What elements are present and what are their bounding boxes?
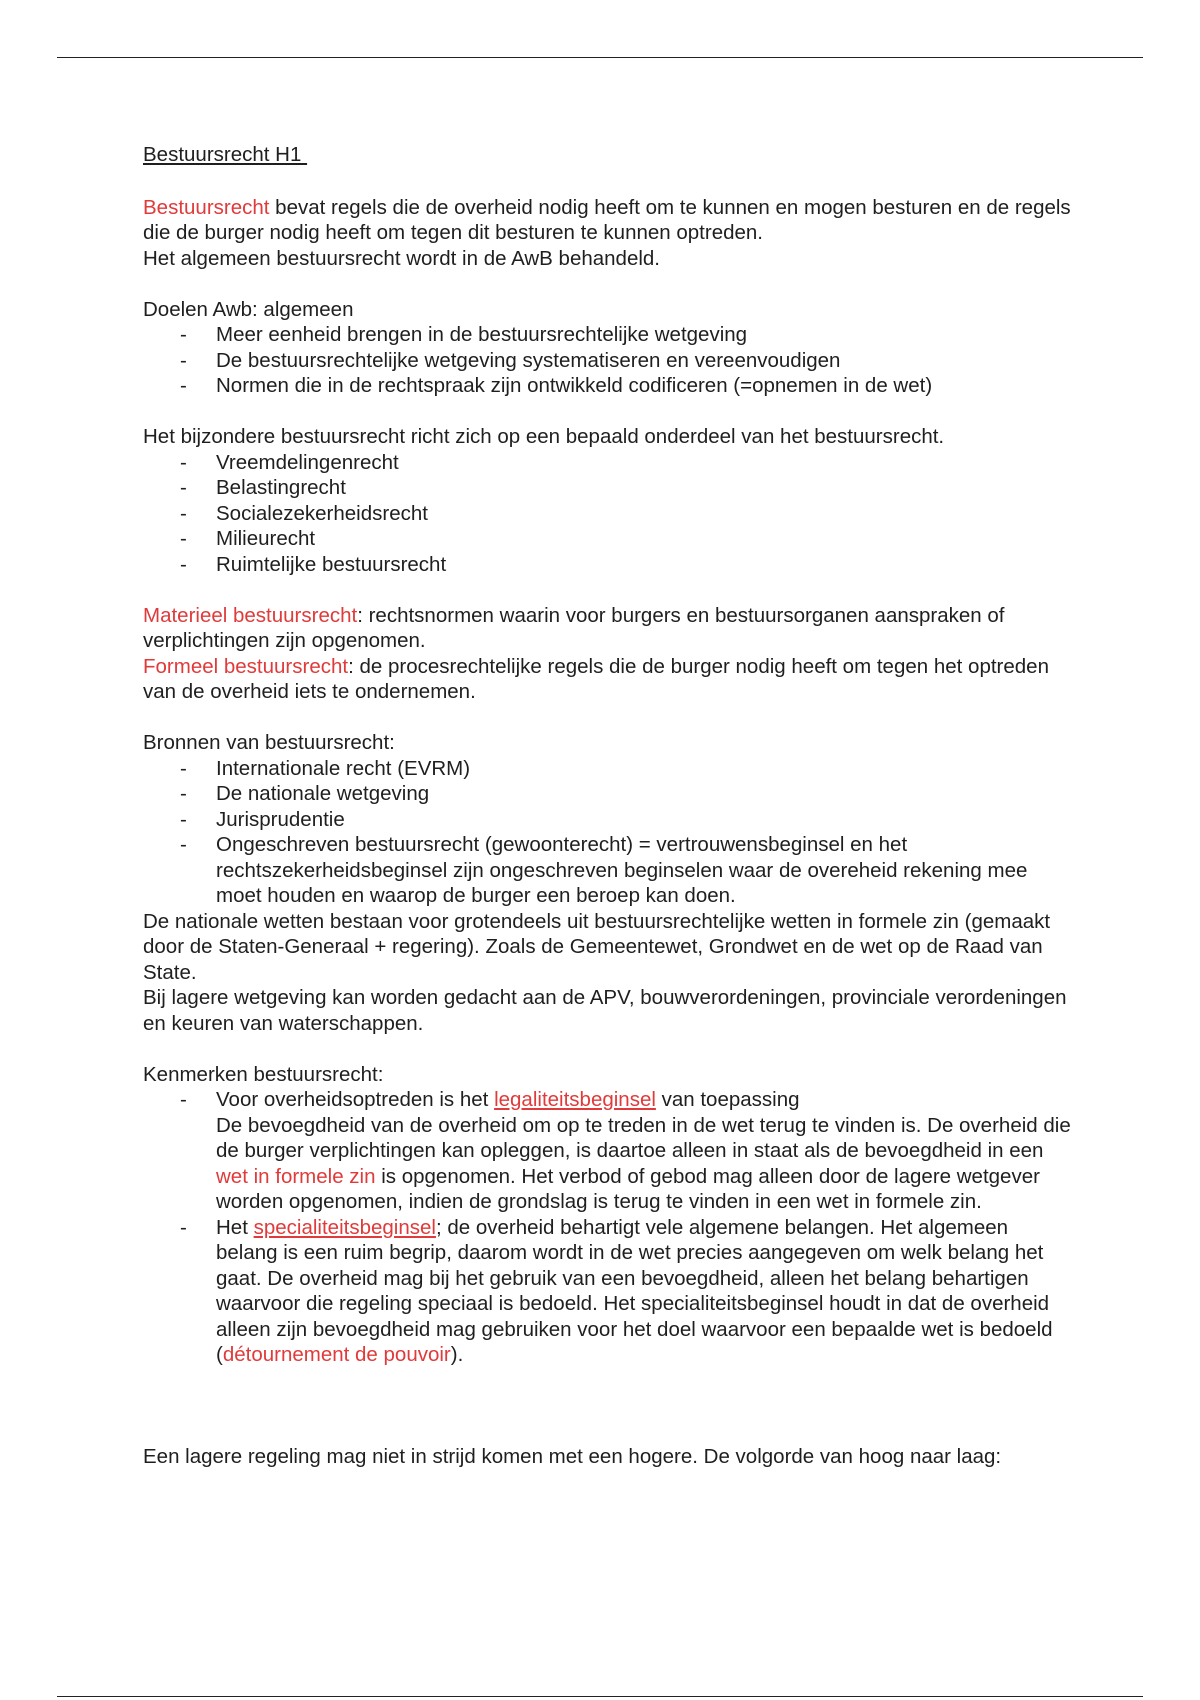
kenmerken-list [143, 1087, 1073, 1368]
lagere-wetgeving-paragraph: Bij lagere wetgeving kan worden gedacht aan de APV, bouwverordeningen, provinciale verordeningen en keuren van waterschappen. [143, 986, 1067, 1035]
term-wet-formele-zin: wet in formele zin [216, 1164, 376, 1188]
legaliteitsbeginsel-link[interactable]: legaliteitsbeginsel [494, 1088, 656, 1111]
intro-awb-line: Het algemeen bestuursrecht wordt in de AwB behandeld. [143, 246, 661, 270]
kenmerken-heading: Kenmerken bestuursrecht: [143, 1062, 384, 1086]
bijzonder-heading: Het bijzondere bestuursrecht richt zich op een bepaald onderdeel van het bestuursrecht. [143, 425, 945, 448]
specialiteitsbeginsel-link[interactable]: specialiteitsbeginsel [253, 1215, 436, 1239]
list-item: - Socialezekerheidsrecht [180, 501, 428, 525]
term-formeel: Formeel bestuursrecht [143, 654, 349, 678]
materieel-paragraph: Materieel bestuursrecht: rechtsnormen waarin voor burgers en bestuursorganen aanspraken of verplichtingen zijn opgenomen. [143, 603, 1005, 652]
term-detournement: détournement de pouvoir [222, 1343, 451, 1366]
closing-paragraph: Een lagere regeling mag niet in strijd komen met een hogere. De volgorde van hoog naar laag: [143, 1444, 1002, 1468]
bronnen-heading: Bronnen van bestuursrecht: [143, 731, 395, 754]
list-item: - Ongeschreven bestuursrecht (gewoonterecht) = vertrouwensbeginsel en het rechtszekerheidsbeginsel zijn ongeschreven beginselen waar de overeheid rekening mee moet houden en waarop de burger een beroep kan doen. [180, 833, 1028, 907]
bronnen-list [143, 756, 1073, 909]
list-item: - Normen die in de rechtspraak zijn ontwikkeld codificeren (=opnemen in de wet) [180, 374, 933, 397]
list-item: - Ruimtelijke bestuursrecht [180, 552, 447, 576]
intro-paragraph: Bestuursrecht bevat regels die de overheid nodig heeft om te kunnen en mogen besturen en de regels die de burger nodig heeft om tegen dit besturen te kunnen optreden. [143, 195, 1071, 244]
list-item: - Belastingrecht [180, 476, 346, 499]
list-item: - Internationale recht (EVRM) [180, 756, 471, 780]
list-item-legaliteit: - Voor overheidsoptreden is het legaliteitsbeginsel van toepassing De bevoegdheid van de overheid om op te treden in de wet terug te vinden is. De overheid die de burger verplichtingen kan opleggen, is daartoe alleen in staat als de bevoegdheid in een wet in formele zin is opgenomen. Het verbod of gebod mag alleen door de lagere wetgever worden opgenomen, indien de grondslag is terug te vinden in een wet in formele zin. [180, 1088, 1071, 1213]
list-item: - Vreemdelingenrecht [180, 450, 399, 474]
doelen-heading: Doelen Awb: algemeen [143, 297, 354, 321]
list-item-specialiteit: - Het specialiteitsbeginsel; de overheid behartigt vele algemene belangen. Het algemeen belang is een ruim begrip, daarom wordt in de wet precies aangegeven om welk belang het gaat. De overheid mag bij het gebruik van een bevoegdheid, alleen het belang behartigen waarvoor die regeling speciaal is bedoeld. Het specialiteitsbeginsel houdt in dat de overheid alleen zijn bevoegdheid mag gebruiken voor het doel waarvoor een bepaalde wet is bedoeld (détournement de pouvoir). [180, 1215, 1053, 1366]
nationale-wetten-paragraph: De nationale wetten bestaan voor grotendeels uit bestuursrechtelijke wetten in formele zin (gemaakt door de Staten-Generaal + regering). Zoals de Gemeentewet, Grondwet en de wet op de Raad van State. [143, 909, 1051, 984]
list-item: - Jurisprudentie [180, 807, 345, 831]
term-bestuursrecht: Bestuursrecht [143, 195, 270, 219]
doelen-list [143, 322, 1073, 399]
list-item: - Milieurecht [180, 527, 316, 550]
document-title: Bestuursrecht H1 [143, 143, 308, 166]
formeel-paragraph: Formeel bestuursrecht: de procesrechtelijke regels die de burger nodig heeft om tegen het optreden van de overheid iets te ondernemen. [143, 654, 1049, 703]
term-materieel: Materieel bestuursrecht [143, 603, 358, 627]
list-item: - De nationale wetgeving [180, 782, 430, 805]
footer-rule [57, 1696, 1143, 1697]
document-page [143, 142, 1073, 1469]
list-item: - De bestuursrechtelijke wetgeving systematiseren en vereenvoudigen [180, 348, 841, 372]
header-rule [57, 57, 1143, 58]
bijzonder-list [143, 450, 1073, 578]
list-item: - Meer eenheid brengen in de bestuursrechtelijke wetgeving [180, 323, 748, 346]
